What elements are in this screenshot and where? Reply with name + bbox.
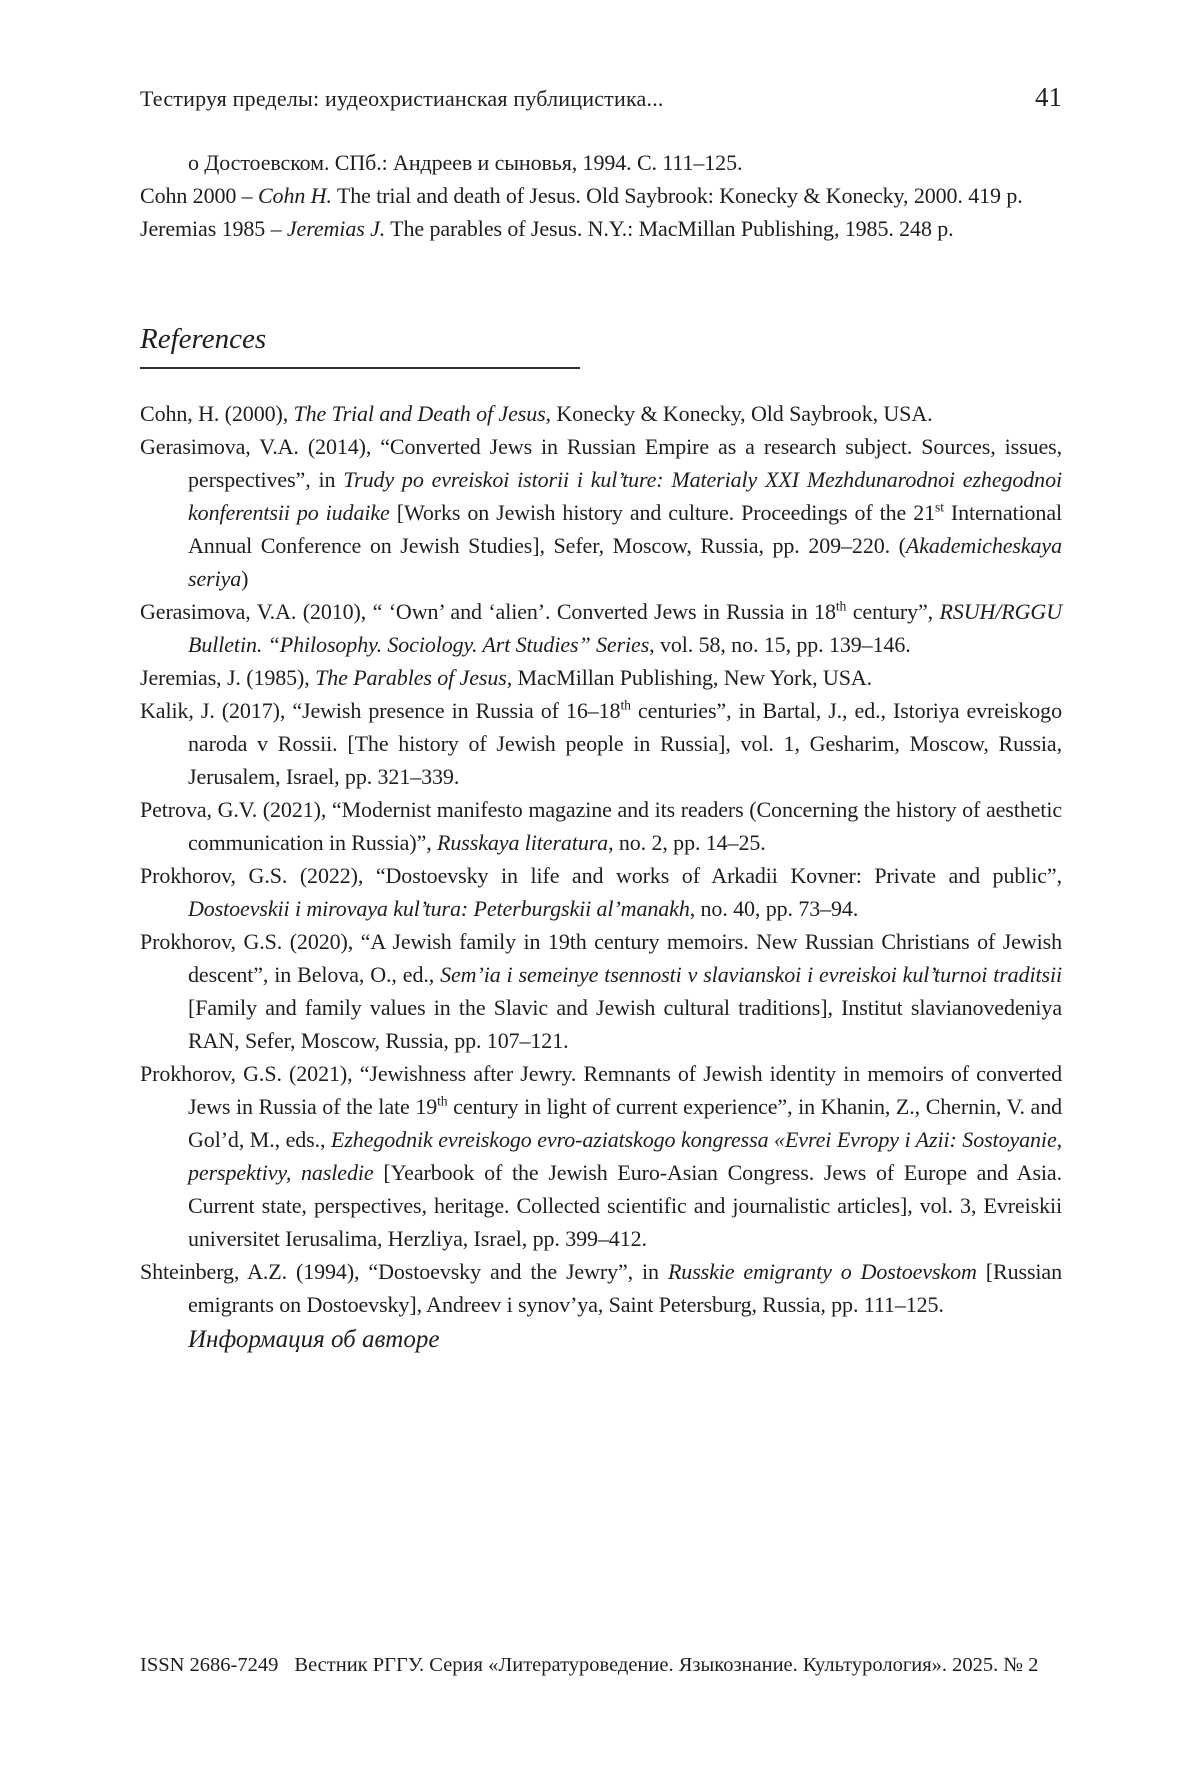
reference-entry: Petrova, G.V. (2021), “Modernist manifesto magazine and its readers (Concerning the history of aesthetic communication in Russia)”, Russkaya literatura, no. 2, pp. 14–25. (140, 797, 1062, 855)
page-footer (140, 1653, 1038, 1677)
reference-entry: Kalik, J. (2017), “Jewish presence in Russia of 16–18th centuries”, in Bartal, J., ed., Istoriya evreiskogo naroda v Rossii. [The history of Jewish people in Russia], vol. 1, Gesharim, Moscow, Russia, Jerusalem, Israel, pp. 321–339. (140, 697, 1062, 789)
bibliography-continued-section (140, 146, 1062, 245)
footer-journal-title: Вестник РГГУ. Серия «Литературоведение. Языкознание. Культурология». 2025. № 2 (294, 1654, 1039, 1676)
reference-entry: Prokhorov, G.S. (2022), “Dostoevsky in life and works of Arkadii Kovner: Private and public”, Dostoevskii i mirovaya kul’tura: Peterburgskii al’manakh, no. 40, pp. 73–94. (140, 863, 1062, 921)
reference-entry: Prokhorov, G.S. (2021), “Jewishness after Jewry. Remnants of Jewish identity in memoirs of converted Jews in Russia of the late 19th century in light of current experience”, in Khanin, Z., Chernin, V. and Gol’d, M., eds., Ezhegodnik evreiskogo evro-aziatskogo kongressa «Evrei Evropy i Azii: Sostoyanie, perspektivy, nasledie [Yearbook of the Jewish Euro-Asian Congress. Jews of Europe and Asia. Current state, perspectives, heritage. Collected scientific and journalistic articles], vol. 3, Evreiskii universitet Ierusalima, Herzliya, Israel, pp. 399–412. (140, 1061, 1063, 1251)
reference-entry: Gerasimova, V.A. (2010), “ ‘Own’ and ‘alien’. Converted Jews in Russia in 18th century”, RSUH/RGGU Bulletin. “Philosophy. Sociology. Art Studies” Series, vol. 58, no. 15, pp. 139–146. (140, 598, 1062, 657)
reference-entry: Prokhorov, G.S. (2020), “A Jewish family in 19th century memoirs. New Russian Christians of Jewish descent”, in Belova, O., ed., Sem’ia i semeinye tsennosti v slavianskoi i evreiskoi kul’turnoi traditsii [Family and family values in the Slavic and Jewish cultural traditions], Institut slavianovedeniya RAN, Sefer, Moscow, Russia, pp. 107–121. (140, 929, 1062, 1053)
references-list (140, 397, 1062, 1321)
bibliography-entry: Jeremias 1985 – Jeremias J. The parables of Jesus. N.Y.: MacMillan Publishing, 1985. 248 p. (140, 216, 954, 241)
bibliography-entry: о Достоевском. СПб.: Андреев и сыновья, 1994. С. 111–125. (188, 150, 743, 175)
page-number: 41 (1035, 82, 1062, 112)
reference-entry: Cohn, H. (2000), The Trial and Death of Jesus, Konecky & Konecky, Old Saybrook, USA. (140, 401, 933, 426)
references-heading-rule (140, 367, 580, 369)
author-info-heading: Информация об авторе (188, 1326, 440, 1353)
running-head (140, 84, 1062, 112)
reference-entry: Shteinberg, A.Z. (1994), “Dostoevsky and the Jewry”, in Russkie emigranty o Dostoevskom [Russian emigrants on Dostoevsky], Andreev i synov’ya, Saint Petersburg, Russia, pp. 111–125. (140, 1259, 1062, 1317)
reference-entry: Gerasimova, V.A. (2014), “Converted Jews in Russian Empire as a research subject. Sources, issues, perspectives”, in Trudy po evreiskoi istorii i kul’ture: Materialy XXI Mezhdunarodnoi ezhegodnoi konferentsii po iudaike [Works on Jewish history and culture. Proceedings of the 21st International Annual Conference on Jewish Studies], Sefer, Moscow, Russia, pp. 209–220. (Akademicheskaya seriya) (140, 434, 1063, 591)
references-heading: References (140, 323, 267, 355)
running-head-title: Тестируя пределы: иудеохристианская публицистика... (140, 86, 664, 111)
footer-issn: ISSN 2686-7249 (140, 1654, 279, 1676)
reference-entry: Jeremias, J. (1985), The Parables of Jesus, MacMillan Publishing, New York, USA. (140, 665, 873, 690)
bibliography-entry: Cohn 2000 – Cohn H. The trial and death of Jesus. Old Saybrook: Konecky & Konecky, 2000. 419 p. (140, 183, 1023, 208)
